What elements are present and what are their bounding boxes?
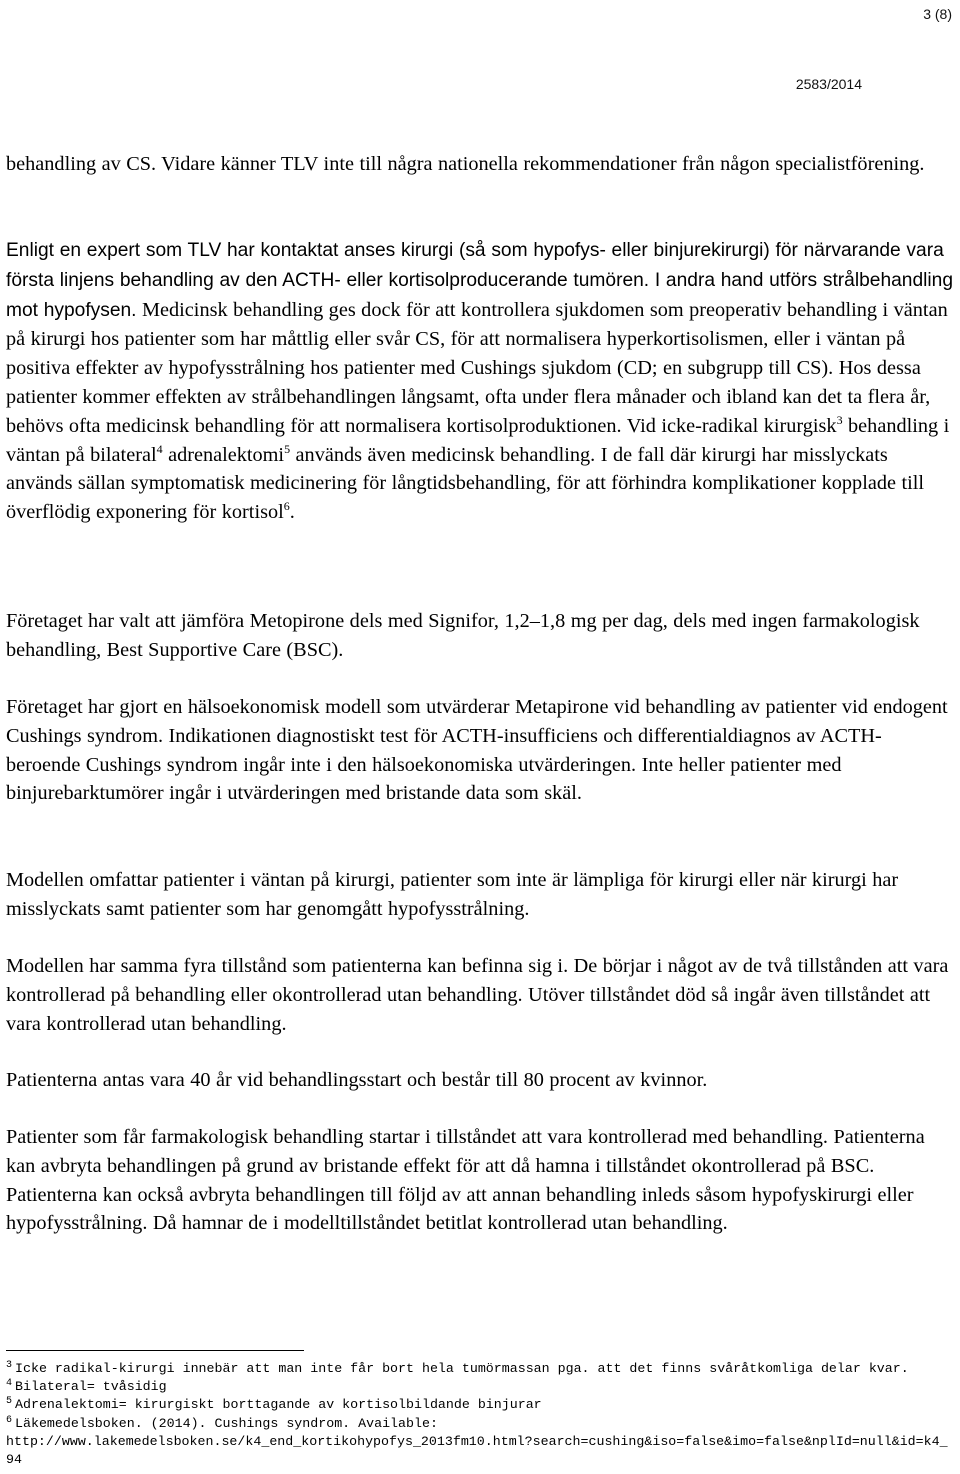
footnote-text: Icke radikal-kirurgi innebär att man inte får bort hela tumörmassan pga. att det finns svåråtkomliga delar kvar. [15,1361,909,1376]
paragraph: Patienterna antas vara 40 år vid behandlingsstart och består till 80 procent av kvinnor. [6,1069,708,1091]
paragraph-part: Hos dessa patienter kommer effekten av strålbehandlingen långsamt, ofta under flera månader och ibland kan det ta flera år, behövs ofta medicinsk behandling för att normalisera kortisolproduktionen. Vid icke-radikal kirurgisk [6,357,931,437]
footnote-number: 4 [6,1378,13,1390]
paragraph-part: används även medicinsk behandling. I de fall där kirurgi har misslyckats används sällan symptomatisk medicinering för långtidsbehandling, för att förhindra komplikationer kopplade till överflödig exponering för kortisol [6,443,924,524]
paragraph: Företaget har gjort en hälsoekonomisk modell som utvärderar Metapirone vid behandling av patienter vid endogent Cushings syndrom. Indikationen diagnostiskt test för ACTH-insufficiens och differentialdiagnos av ACTH-beroende Cushings syndrom ingår inte i den hälsoekonomiska utvärderingen. Inte heller patienter med binjurebarktumörer ingår i utvärderingen med bristande data som skäl. [6,696,948,805]
paragraph-treatment-flow [6,1123,954,1238]
paragraph-model [6,693,954,808]
paragraph: behandling av CS. Vidare känner TLV inte till några nationella rekommendationer från någon specialistförening. [6,153,925,175]
footnote-number: 6 [6,1414,13,1426]
footnote-3 [6,1360,951,1378]
footnote-ref[interactable]: 4 [156,441,163,456]
document-number: 2583/2014 [795,76,862,92]
paragraph-age [6,1066,954,1095]
paragraph: Modellen omfattar patienter i väntan på kirurgi, patienter som inte är lämpliga för kirurgi eller när kirurgi har misslyckats samt patienter som har genomgått hypofysstrålning. [6,869,899,920]
paragraph-treatment [6,236,954,527]
paragraph-part: Medicinsk behandling ges dock för att kontrollera sjukdomen som preoperativ behandling i väntan på kirurgi hos patienter som har måttlig eller svår CS, för att normalisera hyperkortisolismen, eller i väntan på positiva effekter av hypofysstrålning hos patienter med Cushings sjukdom (CD; en subgrupp till CS). [6,298,948,380]
page-number: 3 (8) [923,6,952,22]
paragraph-sans-part: Enligt en expert som TLV har kontaktat anses kirurgi (så som hypofys- eller binjurekirurgi) för närvarande vara första linjens behandling av den ACTH- eller kortisolproducerande tumören. I andra hand utförs strålbehandling mot hypofysen. [6,240,954,321]
footnote-ref[interactable]: 6 [283,499,290,514]
footnote-url-link[interactable]: http://www.lakemedelsboken.se/k4_end_kortikohypofys_2013fm10.html?search=cushing&iso=false&imo=false&nplId=null&id=k4_94 [6,1433,948,1468]
footnote-text: Läkemedelsboken. (2014). Cushings syndrom. Available: [15,1415,438,1431]
footnotes [6,1360,951,1469]
paragraph-population [6,866,954,924]
paragraph: Modellen har samma fyra tillstånd som patienterna kan befinna sig i. De börjar i något av de två tillstånden att vara kontrollerad på behandling eller okontrollerad utan behandling. Utöver tillståndet död så ingår även tillståndet att vara kontrollerad utan behandling. [6,955,949,1035]
footnote-divider [6,1350,304,1351]
footnote-ref[interactable]: 5 [284,441,291,456]
footnote-6 [6,1415,951,1433]
period: . [289,501,295,524]
paragraph-part: adrenalektomi [162,443,285,466]
paragraph-states [6,952,954,1038]
footnote-text: Bilateral= tvåsidig [15,1379,167,1395]
footnote-ref[interactable]: 3 [836,412,843,427]
paragraph-comparison [6,607,954,665]
paragraph: Patienter som får farmakologisk behandling startar i tillståndet att vara kontrollerad med behandling. Patienterna kan avbryta behandlingen på grund av bristande effekt för att då hamna i tillståndet okontrollerad på BSC. Patienterna kan också avbryta behandlingen till följd av att annan behandling inleds såsom hypofyskirurgi eller hypofysstrålning. Då hamnar de i modelltillståndet betitlat kontrollerad utan behandling. [6,1126,925,1235]
footnote-number: 5 [6,1396,13,1408]
footnote-number: 3 [6,1360,13,1371]
footnote-text: Adrenalektomi= kirurgiskt borttagande av kortisolbildande binjurar [15,1397,542,1413]
paragraph-part: behandling i väntan på bilateral [6,414,950,466]
paragraph-intro [6,150,954,179]
paragraph: Företaget har valt att jämföra Metopirone dels med Signifor, 1,2–1,8 mg per dag, dels med ingen farmakologisk behandling, Best Supportive Care (BSC). [6,610,920,661]
footnote-5 [6,1396,951,1414]
footnote-4 [6,1378,951,1396]
